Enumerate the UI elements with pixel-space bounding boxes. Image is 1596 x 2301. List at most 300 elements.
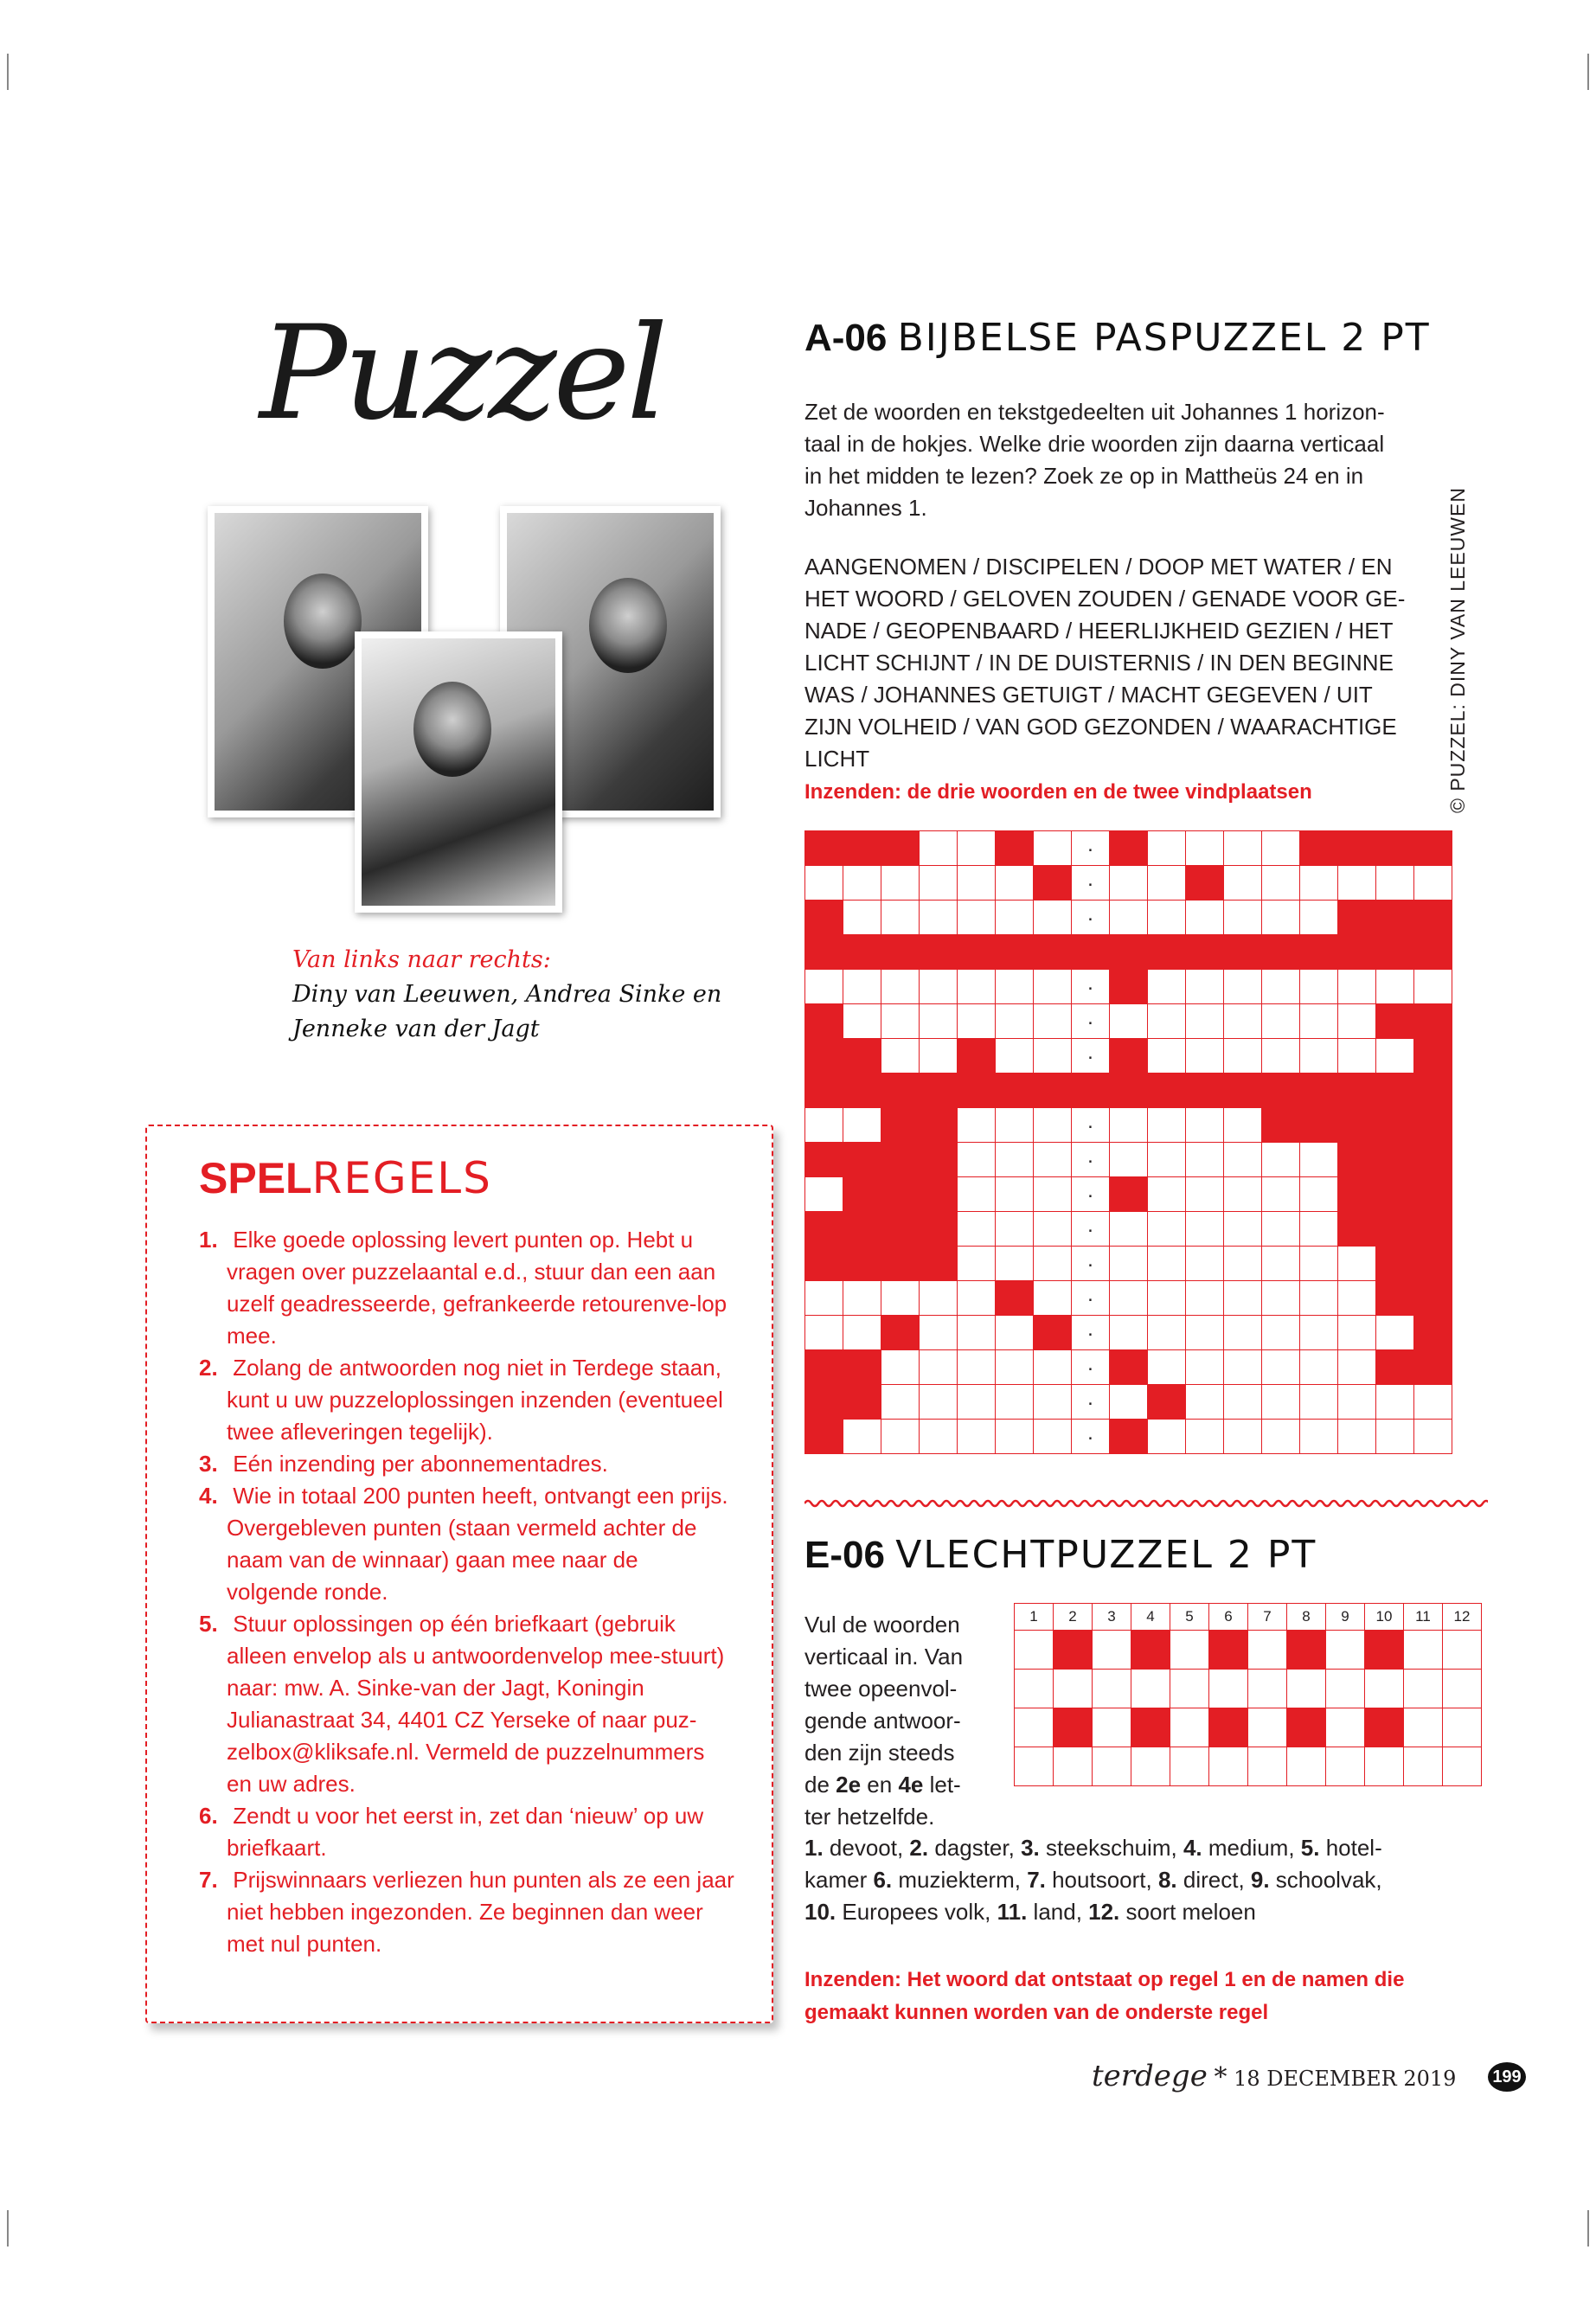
grid-cell[interactable] <box>1338 970 1376 1004</box>
grid-cell[interactable] <box>1376 1316 1414 1350</box>
grid-cell[interactable] <box>1300 901 1338 935</box>
grid-cell[interactable] <box>1072 1281 1110 1316</box>
grid-cell[interactable] <box>881 1350 920 1385</box>
grid-cell-filled <box>1338 1108 1376 1143</box>
grid-cell-filled <box>1338 1177 1376 1212</box>
rule-number: 3. <box>199 1451 218 1477</box>
grid-cell[interactable] <box>996 1039 1034 1074</box>
grid-cell[interactable] <box>1262 1350 1300 1385</box>
grid-cell[interactable] <box>1224 1316 1262 1350</box>
grid-cell[interactable] <box>958 1385 996 1420</box>
grid-cell[interactable] <box>1093 1747 1131 1786</box>
grid-cell[interactable] <box>1015 1670 1054 1708</box>
column-number: 6 <box>1209 1604 1248 1631</box>
grid-cell[interactable] <box>1034 970 1072 1004</box>
grid-cell-filled <box>1338 1143 1376 1177</box>
grid-cell[interactable] <box>1034 1143 1072 1177</box>
grid-cell[interactable] <box>1262 1177 1300 1212</box>
grid-cell[interactable] <box>1034 901 1072 935</box>
intro-line: den zijn steeds <box>804 1740 955 1766</box>
grid-cell[interactable] <box>1262 1143 1300 1177</box>
grid-cell[interactable] <box>958 1108 996 1143</box>
grid-cell[interactable] <box>1072 1316 1110 1350</box>
grid-cell[interactable] <box>920 866 958 901</box>
grid-cell[interactable] <box>1224 1143 1262 1177</box>
grid-cell-filled <box>1376 1177 1414 1212</box>
grid-cell[interactable] <box>1186 1212 1224 1247</box>
grid-cell[interactable] <box>920 1385 958 1420</box>
grid-cell[interactable] <box>1404 1747 1443 1786</box>
grid-cell[interactable] <box>1300 1039 1338 1074</box>
grid-cell[interactable] <box>1376 1039 1414 1074</box>
grid-cell[interactable] <box>1148 1212 1186 1247</box>
grid-cell[interactable] <box>1072 1420 1110 1454</box>
grid-cell[interactable] <box>1072 1177 1110 1212</box>
grid-cell[interactable] <box>1131 1670 1170 1708</box>
grid-cell[interactable] <box>1186 1350 1224 1385</box>
grid-cell[interactable] <box>1034 1385 1072 1420</box>
grid-cell[interactable] <box>1414 1420 1452 1454</box>
grid-cell-filled <box>843 1350 881 1385</box>
grid-cell[interactable] <box>1072 1350 1110 1385</box>
rule-number: 5. <box>199 1611 218 1637</box>
grid-cell[interactable] <box>920 831 958 866</box>
grid-cell[interactable] <box>1262 866 1300 901</box>
grid-cell[interactable] <box>1262 1004 1300 1039</box>
grid-cell[interactable] <box>1300 1212 1338 1247</box>
grid-cell[interactable] <box>1015 1631 1054 1670</box>
grid-cell[interactable] <box>1338 866 1376 901</box>
grid-cell[interactable] <box>1338 1247 1376 1281</box>
rules-title <box>199 1153 492 1203</box>
grid-cell[interactable] <box>1300 1177 1338 1212</box>
grid-cell[interactable] <box>881 1281 920 1316</box>
grid-cell[interactable] <box>1209 1670 1248 1708</box>
grid-cell[interactable] <box>1262 1281 1300 1316</box>
grid-cell-filled <box>1072 1074 1110 1108</box>
grid-cell[interactable] <box>1262 1247 1300 1281</box>
grid-cell[interactable] <box>1072 901 1110 935</box>
grid-cell[interactable] <box>1376 1420 1414 1454</box>
grid-cell-filled <box>805 1385 843 1420</box>
grid-cell[interactable] <box>996 1350 1034 1385</box>
grid-cell[interactable] <box>1186 1281 1224 1316</box>
grid-cell[interactable] <box>1148 866 1186 901</box>
grid-cell-filled <box>1072 935 1110 970</box>
puzzle-a-words <box>804 551 1427 775</box>
grid-cell[interactable] <box>1072 831 1110 866</box>
grid-cell[interactable] <box>1376 866 1414 901</box>
clue-list <box>804 1832 1462 1928</box>
puzzle-e-clues <box>804 1832 1462 1928</box>
grid-cell[interactable] <box>958 901 996 935</box>
grid-cell[interactable] <box>1338 1350 1376 1385</box>
grid-cell[interactable] <box>1148 901 1186 935</box>
grid-cell[interactable] <box>1148 1247 1186 1281</box>
grid-cell-filled <box>843 831 881 866</box>
grid-cell[interactable] <box>1248 1747 1287 1786</box>
grid-cell-filled <box>1338 935 1376 970</box>
grid-cell[interactable] <box>1110 1316 1148 1350</box>
grid-cell[interactable] <box>1186 1177 1224 1212</box>
words-line: HET WOORD / GELOVEN ZOUDEN / GENADE VOOR GE- <box>804 586 1406 612</box>
grid-cell[interactable] <box>1224 901 1262 935</box>
grid-cell[interactable] <box>1110 866 1148 901</box>
grid-cell[interactable] <box>1224 1177 1262 1212</box>
grid-cell[interactable] <box>996 1143 1034 1177</box>
grid-cell[interactable] <box>843 866 881 901</box>
rules-list <box>199 1224 735 1960</box>
grid-cell[interactable] <box>1224 1247 1262 1281</box>
grid-cell[interactable] <box>1148 970 1186 1004</box>
grid-cell[interactable] <box>1148 831 1186 866</box>
grid-cell[interactable] <box>1224 970 1262 1004</box>
grid-cell-filled <box>843 1212 881 1247</box>
grid-cell[interactable] <box>958 1177 996 1212</box>
grid-cell[interactable] <box>958 1004 996 1039</box>
grid-cell[interactable] <box>1186 1247 1224 1281</box>
words-line: ZIJN VOLHEID / VAN GOD GEZONDEN / WAARACHTIGE <box>804 714 1397 740</box>
grid-cell[interactable] <box>1034 1004 1072 1039</box>
grid-cell-filled <box>958 935 996 970</box>
grid-cell-filled <box>1262 1108 1300 1143</box>
grid-cell[interactable] <box>1224 1281 1262 1316</box>
grid-cell[interactable] <box>958 1247 996 1281</box>
grid-cell[interactable] <box>1262 1420 1300 1454</box>
grid-cell[interactable] <box>1300 1385 1338 1420</box>
grid-cell[interactable] <box>1262 1385 1300 1420</box>
grid-cell[interactable] <box>805 970 843 1004</box>
grid-cell[interactable] <box>1093 1631 1131 1670</box>
grid-cell[interactable] <box>1209 1747 1248 1786</box>
grid-cell[interactable] <box>1034 1108 1072 1143</box>
grid-cell[interactable] <box>1170 1631 1209 1670</box>
grid-cell[interactable] <box>1224 1039 1262 1074</box>
grid-cell[interactable] <box>1110 1212 1148 1247</box>
grid-cell[interactable] <box>805 866 843 901</box>
intro-line: Zet de woorden en tekstgedeelten uit Johannes 1 horizon- <box>804 399 1385 425</box>
grid-cell[interactable] <box>996 1004 1034 1039</box>
grid-cell[interactable] <box>1186 1004 1224 1039</box>
grid-cell-filled <box>881 1074 920 1108</box>
grid-cell[interactable] <box>1015 1708 1054 1747</box>
grid-cell[interactable] <box>881 866 920 901</box>
grid-cell[interactable] <box>1224 831 1262 866</box>
grid-cell[interactable] <box>1443 1708 1482 1747</box>
grid-cell[interactable] <box>1365 1747 1404 1786</box>
grid-cell[interactable] <box>1072 1212 1110 1247</box>
grid-cell[interactable] <box>1131 1747 1170 1786</box>
grid-cell[interactable] <box>1224 1350 1262 1385</box>
grid-cell[interactable] <box>1186 1420 1224 1454</box>
grid-cell[interactable] <box>1300 1420 1338 1454</box>
grid-cell[interactable] <box>1414 1385 1452 1420</box>
grid-cell[interactable] <box>843 1281 881 1316</box>
grid-cell[interactable] <box>1248 1708 1287 1747</box>
grid-cell[interactable] <box>1148 1177 1186 1212</box>
grid-cell[interactable] <box>1287 1670 1326 1708</box>
grid-cell[interactable] <box>843 970 881 1004</box>
grid-cell[interactable] <box>1110 1108 1148 1143</box>
grid-cell-filled <box>1209 1631 1248 1670</box>
grid-cell[interactable] <box>1170 1670 1209 1708</box>
rule-text: Eén inzending per abonnementadres. <box>227 1451 608 1477</box>
grid-cell[interactable] <box>958 1316 996 1350</box>
puzzle-a-title <box>804 316 1431 360</box>
grid-cell[interactable] <box>1110 1004 1148 1039</box>
grid-cell-filled <box>1034 1074 1072 1108</box>
grid-cell[interactable] <box>1034 1212 1072 1247</box>
grid-cell[interactable] <box>996 970 1034 1004</box>
grid-cell[interactable] <box>1300 1247 1338 1281</box>
grid-cell-filled <box>805 935 843 970</box>
grid-cell[interactable] <box>920 1420 958 1454</box>
grid-cell[interactable] <box>1148 1281 1186 1316</box>
grid-cell[interactable] <box>958 1281 996 1316</box>
grid-cell[interactable] <box>1338 1420 1376 1454</box>
grid-cell[interactable] <box>996 866 1034 901</box>
grid-cell[interactable] <box>920 1316 958 1350</box>
grid-cell[interactable] <box>1262 831 1300 866</box>
grid-cell-filled <box>920 935 958 970</box>
grid-cell[interactable] <box>1110 1143 1148 1177</box>
grid-cell-filled <box>1300 1108 1338 1143</box>
grid-cell[interactable] <box>1034 1177 1072 1212</box>
grid-cell[interactable] <box>1186 1039 1224 1074</box>
grid-cell-filled <box>1376 1350 1414 1385</box>
grid-cell[interactable] <box>1186 1143 1224 1177</box>
grid-cell[interactable] <box>1072 1385 1110 1420</box>
column-number: 1 <box>1015 1604 1054 1631</box>
grid-cell[interactable] <box>1224 1108 1262 1143</box>
grid-cell[interactable] <box>958 1420 996 1454</box>
puzzle-e-intro <box>804 1609 1021 1833</box>
grid-cell[interactable] <box>881 1039 920 1074</box>
grid-cell[interactable] <box>1034 1281 1072 1316</box>
grid-cell[interactable] <box>996 1420 1034 1454</box>
grid-cell[interactable] <box>1186 970 1224 1004</box>
grid-cell-filled <box>1414 1143 1452 1177</box>
grid-cell[interactable] <box>881 1420 920 1454</box>
grid-cell[interactable] <box>920 901 958 935</box>
grid-cell[interactable] <box>1262 1316 1300 1350</box>
grid-cell[interactable] <box>1072 1143 1110 1177</box>
grid-cell[interactable] <box>1110 1247 1148 1281</box>
grid-cell-filled <box>1262 935 1300 970</box>
grid-cell[interactable] <box>1034 1247 1072 1281</box>
page-title: Puzzel <box>260 298 665 449</box>
grid-cell[interactable] <box>1148 1108 1186 1143</box>
grid-cell-filled <box>1376 1074 1414 1108</box>
grid-cell[interactable] <box>1110 901 1148 935</box>
grid-cell-filled <box>1376 831 1414 866</box>
grid-cell-filled <box>1131 1708 1170 1747</box>
grid-cell[interactable] <box>805 1177 843 1212</box>
grid-cell[interactable] <box>1338 1004 1376 1039</box>
grid-cell[interactable] <box>958 866 996 901</box>
grid-cell[interactable] <box>1404 1708 1443 1747</box>
grid-cell[interactable] <box>1186 831 1224 866</box>
grid-cell[interactable] <box>1443 1631 1482 1670</box>
grid-cell[interactable] <box>805 1108 843 1143</box>
grid-cell[interactable] <box>1262 1039 1300 1074</box>
grid-cell[interactable] <box>920 970 958 1004</box>
grid-cell[interactable] <box>1300 1350 1338 1385</box>
grid-cell[interactable] <box>881 1385 920 1420</box>
grid-cell[interactable] <box>1224 1004 1262 1039</box>
rule-text: Wie in totaal 200 punten heeft, ontvangt een prijs. Overgebleven punten (staan vermeld achter de naam van de winnaar) gaan mee naar de volgende ronde. <box>227 1483 728 1605</box>
grid-cell[interactable] <box>1248 1631 1287 1670</box>
grid-cell[interactable] <box>1443 1747 1482 1786</box>
grid-cell[interactable] <box>920 1350 958 1385</box>
grid-cell[interactable] <box>1072 1108 1110 1143</box>
grid-cell[interactable] <box>1148 1350 1186 1385</box>
grid-cell[interactable] <box>843 901 881 935</box>
grid-cell[interactable] <box>1170 1747 1209 1786</box>
grid-cell[interactable] <box>1170 1708 1209 1747</box>
grid-cell[interactable] <box>996 1247 1034 1281</box>
grid-cell[interactable] <box>958 1212 996 1247</box>
grid-cell[interactable] <box>1054 1670 1093 1708</box>
grid-cell[interactable] <box>1262 1212 1300 1247</box>
grid-cell[interactable] <box>843 1004 881 1039</box>
grid-cell[interactable] <box>996 1385 1034 1420</box>
grid-cell[interactable] <box>1034 1420 1072 1454</box>
grid-cell[interactable] <box>1326 1670 1365 1708</box>
grid-cell[interactable] <box>958 831 996 866</box>
puzzle-a-grid <box>804 830 1452 1454</box>
grid-cell[interactable] <box>1072 970 1110 1004</box>
grid-cell[interactable] <box>1414 970 1452 1004</box>
grid-cell[interactable] <box>1054 1747 1093 1786</box>
grid-cell[interactable] <box>1034 1350 1072 1385</box>
grid-cell[interactable] <box>1414 866 1452 901</box>
rule-number: 6. <box>199 1803 218 1829</box>
grid-cell-filled <box>843 935 881 970</box>
grid-cell[interactable] <box>1072 1004 1110 1039</box>
grid-cell[interactable] <box>1148 1004 1186 1039</box>
grid-cell[interactable] <box>843 1420 881 1454</box>
grid-cell[interactable] <box>996 901 1034 935</box>
grid-cell[interactable] <box>1365 1670 1404 1708</box>
column-number: 3 <box>1093 1604 1131 1631</box>
grid-cell[interactable] <box>1300 1316 1338 1350</box>
grid-cell[interactable] <box>1093 1670 1131 1708</box>
grid-cell[interactable] <box>1224 1420 1262 1454</box>
grid-cell[interactable] <box>1287 1747 1326 1786</box>
grid-cell[interactable] <box>881 1004 920 1039</box>
grid-cell[interactable] <box>843 1316 881 1350</box>
grid-cell[interactable] <box>881 901 920 935</box>
grid-cell-filled <box>1224 935 1262 970</box>
grid-cell[interactable] <box>1326 1708 1365 1747</box>
grid-cell-filled <box>881 1316 920 1350</box>
grid-cell[interactable] <box>843 1108 881 1143</box>
grid-cell[interactable] <box>1404 1631 1443 1670</box>
grid-cell[interactable] <box>1376 1385 1414 1420</box>
grid-cell[interactable] <box>1338 1316 1376 1350</box>
grid-cell[interactable] <box>1186 1385 1224 1420</box>
grid-cell[interactable] <box>1110 1385 1148 1420</box>
rule-item <box>199 1480 735 1608</box>
grid-cell[interactable] <box>996 1177 1034 1212</box>
grid-cell[interactable] <box>1148 1143 1186 1177</box>
grid-cell[interactable] <box>996 1212 1034 1247</box>
grid-cell[interactable] <box>1072 1039 1110 1074</box>
grid-cell[interactable] <box>1034 831 1072 866</box>
grid-cell-filled <box>1414 1247 1452 1281</box>
grid-cell-filled <box>1186 1074 1224 1108</box>
crop-mark <box>1587 54 1589 90</box>
grid-cell[interactable] <box>1300 866 1338 901</box>
grid-cell[interactable] <box>996 1108 1034 1143</box>
grid-cell[interactable] <box>1186 1316 1224 1350</box>
grid-cell[interactable] <box>1326 1747 1365 1786</box>
grid-cell[interactable] <box>958 1143 996 1177</box>
grid-cell[interactable] <box>1224 1212 1262 1247</box>
grid-cell[interactable] <box>920 1281 958 1316</box>
grid-cell[interactable] <box>805 1316 843 1350</box>
grid-cell[interactable] <box>1015 1747 1054 1786</box>
grid-cell[interactable] <box>1376 970 1414 1004</box>
grid-cell[interactable] <box>1224 1385 1262 1420</box>
grid-cell[interactable] <box>1093 1708 1131 1747</box>
grid-cell[interactable] <box>1148 1039 1186 1074</box>
grid-cell[interactable] <box>1338 1385 1376 1420</box>
grid-cell[interactable] <box>1224 866 1262 901</box>
grid-cell[interactable] <box>1300 1004 1338 1039</box>
intro-text: let- <box>923 1772 961 1798</box>
grid-cell-filled <box>1034 866 1072 901</box>
grid-cell[interactable] <box>1326 1631 1365 1670</box>
grid-cell[interactable] <box>1338 1039 1376 1074</box>
grid-cell[interactable] <box>881 970 920 1004</box>
grid-cell[interactable] <box>1300 1281 1338 1316</box>
grid-cell[interactable] <box>1148 1420 1186 1454</box>
page-number: 199 <box>1488 2062 1526 2092</box>
intro-line: ter hetzelfde. <box>804 1804 935 1830</box>
grid-cell[interactable] <box>958 1350 996 1385</box>
grid-cell[interactable] <box>1072 866 1110 901</box>
grid-cell[interactable] <box>1300 970 1338 1004</box>
grid-cell[interactable] <box>920 1039 958 1074</box>
grid-cell[interactable] <box>805 1281 843 1316</box>
grid-cell[interactable] <box>1262 970 1300 1004</box>
grid-cell-filled <box>843 1177 881 1212</box>
grid-cell[interactable] <box>996 1316 1034 1350</box>
grid-cell[interactable] <box>1404 1670 1443 1708</box>
grid-cell[interactable] <box>1262 901 1300 935</box>
grid-cell[interactable] <box>1186 1108 1224 1143</box>
grid-cell[interactable] <box>958 970 996 1004</box>
intro-line: twee opeenvol- <box>804 1676 958 1702</box>
grid-cell[interactable] <box>1248 1670 1287 1708</box>
submit-line: gemaakt kunnen worden van de onderste regel <box>804 2001 1269 2024</box>
grid-cell[interactable] <box>1443 1670 1482 1708</box>
grid-cell[interactable] <box>1186 901 1224 935</box>
rule-item <box>199 1448 735 1480</box>
grid-cell-filled <box>1414 1316 1452 1350</box>
grid-cell[interactable] <box>1110 1281 1148 1316</box>
grid-cell[interactable] <box>1072 1247 1110 1281</box>
grid-cell[interactable] <box>1034 1039 1072 1074</box>
grid-cell[interactable] <box>1338 1281 1376 1316</box>
grid-cell[interactable] <box>920 1004 958 1039</box>
grid-cell-filled <box>1376 1004 1414 1039</box>
grid-cell[interactable] <box>1148 1316 1186 1350</box>
grid-cell[interactable] <box>1300 1143 1338 1177</box>
grid-cell-filled <box>1148 935 1186 970</box>
